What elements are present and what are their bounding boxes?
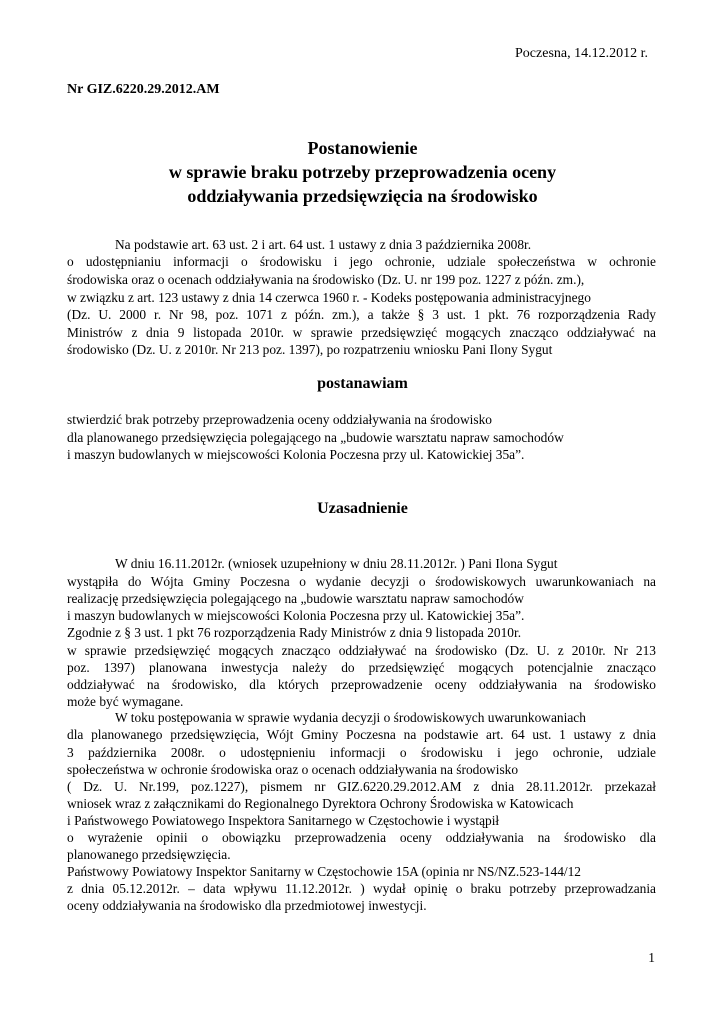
justification-line: 3 października 2008r. o udostępnieniu informacji o środowisku i jego ochronie, udziale: [67, 745, 656, 760]
justification-line: z dnia 05.12.2012r. – data wpływu 11.12.2012r. ) wydał opinię o braku potrzeby przeprowadzania: [67, 881, 656, 896]
justification-line: i Państwowego Powiatowego Inspektora Sanitarnego w Częstochowie i wystąpił: [67, 813, 500, 828]
justification-line: wniosek wraz z załącznikami do Regionalnego Dyrektora Ochrony Środowiska w Katowicach: [67, 796, 574, 811]
justification-line: ( Dz. U. Nr.199, poz.1227), pismem nr GIZ.6220.29.2012.AM z dnia 28.11.2012r. przekazał: [67, 779, 656, 794]
decision-line: dla planowanego przedsięwzięcia polegającego na „budowie warsztatu napraw samochodów: [67, 430, 564, 445]
basis-line: środowisko (Dz. U. z 2010r. Nr 213 poz. 1397), po rozpatrzeniu wniosku Pani Ilony Sygut: [67, 342, 553, 357]
justification-line: realizację przedsięwzięcia polegającego na „budowie warsztatu napraw samochodów: [67, 591, 524, 606]
document-title-line-3: oddziaływania przedsięwzięcia na środowisko: [187, 186, 538, 206]
decision-heading: postanawiam: [317, 375, 408, 392]
justification-line: W dniu 16.11.2012r. (wniosek uzupełniony w dniu 28.11.2012r. ) Pani Ilona Sygut: [115, 556, 558, 571]
document-title: Postanowienie: [307, 138, 418, 158]
justification-line: dla planowanego przedsięwzięcia, Wójt Gminy Poczesna na podstawie art. 64 ust. 1 ustawy z dnia: [67, 727, 656, 742]
document-date: Poczesna, 14.12.2012 r.: [515, 46, 648, 61]
justification-line: oddziaływać na środowisko, dla których przeprowadzenie oceny oddziaływania na środowisko: [67, 677, 656, 692]
decision-line: stwierdzić brak potrzeby przeprowadzenia oceny oddziaływania na środowisko: [67, 412, 492, 427]
justification-line: Państwowy Powiatowy Inspektor Sanitarny w Częstochowie 15A (opinia nr NS/NZ.523-144/12: [67, 864, 581, 879]
justification-line: w sprawie przedsięwzięć mogących znacząco oddziaływać na środowisko (Dz. U. z 2010r. Nr 213: [67, 643, 656, 658]
basis-line: w związku z art. 123 ustawy z dnia 14 czerwca 1960 r. - Kodeks postępowania administracyjnego: [67, 290, 591, 305]
justification-heading: Uzasadnienie: [317, 500, 408, 517]
justification-line: oceny oddziaływania na środowisko dla przedmiotowej inwestycji.: [67, 898, 427, 913]
justification-line: W toku postępowania w sprawie wydania decyzji o środowiskowych uwarunkowaniach: [115, 710, 586, 725]
justification-line: społeczeństwa w ochronie środowiska oraz o ocenach oddziaływania na środowisko: [67, 762, 519, 777]
basis-line: Na podstawie art. 63 ust. 2 i art. 64 ust. 1 ustawy z dnia 3 października 2008r.: [115, 237, 532, 252]
justification-line: poz. 1397) planowana inwestycja należy do przedsięwzięć mogących potencjalnie znacząco: [67, 660, 656, 675]
basis-line: o udostępnianiu informacji o środowisku i jego ochronie, udziale społeczeństwa w ochronie: [67, 254, 656, 269]
page-number: 1: [648, 950, 655, 965]
basis-line: środowiska oraz o ocenach oddziaływania na środowisko (Dz. U. nr 199 poz. 1227 z późn. zm.),: [67, 272, 585, 287]
basis-line: (Dz. U. 2000 r. Nr 98, poz. 1071 z późn. zm.), a także § 3 ust. 1 pkt. 76 rozporządzenia Rady: [67, 307, 656, 322]
justification-line: i maszyn budowlanych w miejscowości Kolonia Poczesna przy ul. Katowickiej 35a”.: [67, 608, 525, 623]
justification-line: może być wymagane.: [67, 694, 184, 709]
basis-line: Ministrów z dnia 9 listopada 2010r. w sprawie przedsięwzięć mogących znacząco oddziaływać na: [67, 325, 656, 340]
reference-number: Nr GIZ.6220.29.2012.AM: [67, 82, 220, 97]
justification-line: wystąpiła do Wójta Gminy Poczesna o wydanie decyzji o środowiskowych uwarunkowaniach na: [67, 574, 656, 589]
decision-line: i maszyn budowlanych w miejscowości Kolonia Poczesna przy ul. Katowickiej 35a”.: [67, 447, 525, 462]
document-title-line-2: w sprawie braku potrzeby przeprowadzenia oceny: [168, 162, 557, 182]
justification-line: planowanego przedsięwzięcia.: [67, 847, 231, 862]
justification-line: Zgodnie z § 3 ust. 1 pkt 76 rozporządzenia Rady Ministrów z dnia 9 listopada 2010r.: [67, 625, 522, 640]
justification-line: o wyrażenie opinii o obowiązku przeprowadzenia oceny oddziaływania na środowisko dla: [67, 830, 656, 845]
